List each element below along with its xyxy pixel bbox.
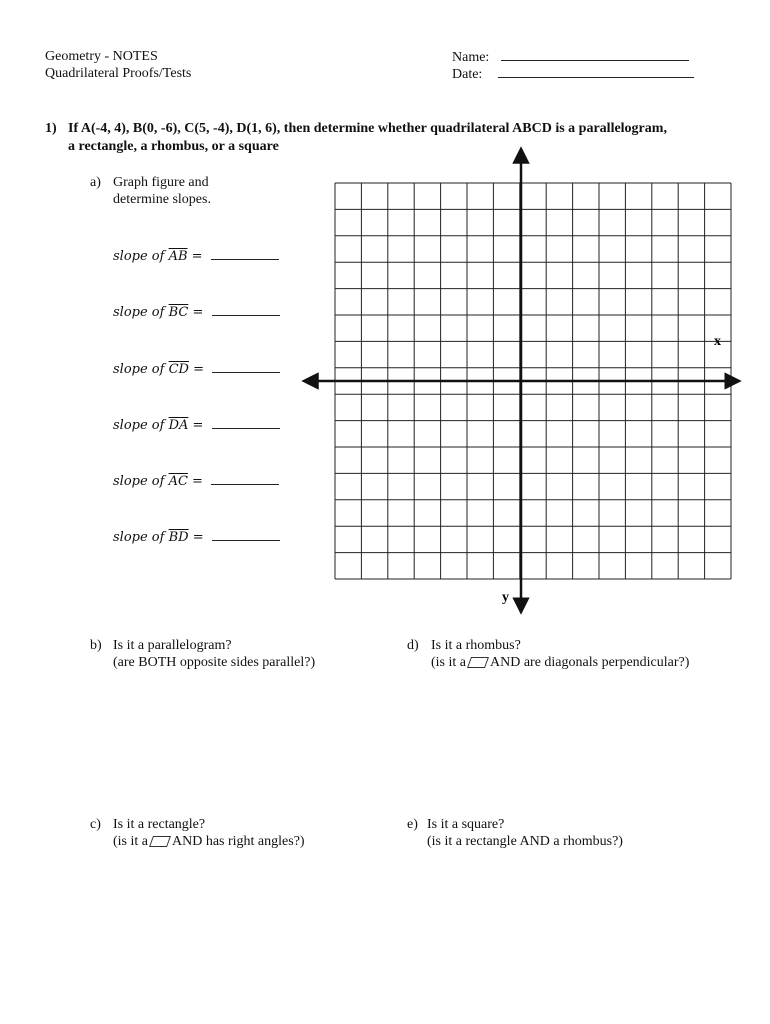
part-c-line-2-pre: (is it a xyxy=(113,834,148,849)
slope-prefix: slope of xyxy=(113,249,169,264)
question-line-1: If A(-4, 4), B(0, -6), C(5, -4), D(1, 6), then determine whether quadrilateral ABCD is a parallelogram, xyxy=(68,121,667,136)
part-d-line-2-pre: (is it a xyxy=(431,655,466,670)
slope-prefix: slope of xyxy=(113,362,169,377)
part-a-marker: a) xyxy=(90,175,101,190)
part-b-line-2: (are BOTH opposite sides parallel?) xyxy=(113,655,316,670)
part-d-marker: d) xyxy=(407,638,419,653)
question-number: 1) xyxy=(45,121,57,136)
parallelogram-icon xyxy=(467,657,489,668)
part-a-line-2: determine slopes. xyxy=(113,192,211,207)
topic-title: Quadrilateral Proofs/Tests xyxy=(45,66,192,81)
course-title: Geometry - NOTES xyxy=(45,49,158,64)
slope-eq: = xyxy=(188,305,204,320)
part-e-marker: e) xyxy=(407,817,418,832)
slope-prefix: slope of xyxy=(113,305,169,320)
part-d-line-2 xyxy=(431,654,689,671)
slope-prefix: slope of xyxy=(113,474,169,489)
segment-label: $\overline{DA}$ xyxy=(168,418,189,433)
segment-label: $\overline{CD}$ xyxy=(168,362,189,377)
name-label: Name: xyxy=(452,50,490,65)
parallelogram-icon xyxy=(149,836,171,847)
slope-eq: = xyxy=(187,474,203,489)
slope-eq: = xyxy=(188,418,204,433)
slope-eq: = xyxy=(188,530,204,545)
part-c-line-1: Is it a rectangle? xyxy=(113,817,206,832)
y-axis-label: y xyxy=(502,590,509,605)
part-b-marker: b) xyxy=(90,638,102,653)
x-axis-label: x xyxy=(714,334,721,349)
slope-prefix: slope of xyxy=(113,418,169,433)
part-c-line-2-post: AND has right angles?) xyxy=(172,834,305,849)
question-line-2: a rectangle, a rhombus, or a square xyxy=(68,139,279,154)
part-e-line-1: Is it a square? xyxy=(427,817,505,832)
part-b-line-1: Is it a parallelogram? xyxy=(113,638,232,653)
part-a-line-1: Graph figure and xyxy=(113,175,209,190)
part-c-marker: c) xyxy=(90,817,101,832)
segment-label: $\overline{BC}$ xyxy=(168,305,189,320)
part-e-line-2: (is it a rectangle AND a rhombus?) xyxy=(427,834,623,849)
date-label: Date: xyxy=(452,67,483,82)
segment-label: $\overline{BD}$ xyxy=(168,530,189,545)
slope-prefix: slope of xyxy=(113,530,169,545)
segment-label: $\overline{AB}$ xyxy=(168,249,188,264)
part-d-line-2-post: AND are diagonals perpendicular?) xyxy=(490,655,690,670)
segment-label: $\overline{AC}$ xyxy=(168,474,188,489)
part-c-line-2 xyxy=(113,833,305,850)
slope-eq: = xyxy=(188,362,204,377)
part-d-line-1: Is it a rhombus? xyxy=(431,638,521,653)
slope-eq: = xyxy=(187,249,203,264)
